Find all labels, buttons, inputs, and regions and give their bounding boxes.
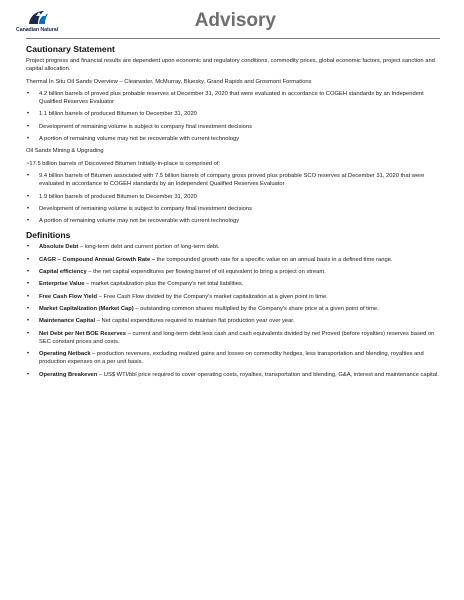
definition-item [26, 243, 440, 251]
list-item: • A portion of remaining volume may not be recoverable with current technology [26, 135, 440, 143]
definition-item [26, 268, 440, 276]
definition-item [26, 350, 440, 367]
logo-wordmark: Canadian Natural [16, 27, 58, 33]
definition-term: Market Capitalization (Market Cap) [39, 305, 134, 312]
list-item: • 1.9 billion barrels of produced Bitumen to December 31, 2020 [26, 193, 440, 201]
mining-heading: Oil Sands Mining & Upgrading [26, 148, 104, 155]
list-item: • Development of remaining volume is subject to company final investment decisions [26, 123, 440, 131]
definition-text: – the net capital expenditures per flowing barrel of oil equivalent to bring a project on stream. [86, 269, 326, 276]
definition-item [26, 317, 440, 325]
definition-text: – Net capital expenditures required to maintain flat production year over year. [95, 318, 295, 325]
thermal-heading: Thermal In Situ Oil Sands Overview – Clearwater, McMurray, Bluesky, Grand Rapids and Grosmont Formations [26, 78, 312, 85]
definition-term: Operating Breakeven [39, 371, 98, 378]
company-logo [16, 9, 62, 35]
definition-text: – current and long-term debt less cash and cash equivalents divided by net Proved (before royalties) reserves based on SEC constant prices and costs. [39, 330, 435, 345]
definition-term: Absolute Debt [39, 244, 79, 251]
definition-text: – market capitalization plus the Company's net total liabilities. [84, 281, 244, 288]
definition-term: Net Debt per Net BOE Reserves [39, 330, 126, 337]
definition-text: the compounded growth rate for a specific value on an annual basis in a defined time range. [155, 256, 393, 263]
definition-text: – Free Cash Flow divided by the Company's market capitalization at a given point in time. [97, 293, 328, 300]
thermal-list [26, 90, 440, 143]
definition-item [26, 293, 440, 301]
mining-subheading: ~17.5 billion barrels of Discovered Bitumen Initially-in-place is comprised of: [26, 160, 221, 167]
page-header [0, 0, 464, 40]
list-item: • 4.2 billion barrels of proved plus probable reserves at December 31, 2020 that were evaluated in accordance to COGEH standards by an Independent Qualified Reserves Evaluator [26, 90, 440, 107]
definition-text: – outstanding common shares multiplied by the Company's share price at a given point of time. [133, 305, 379, 312]
definitions-heading: Definitions [26, 230, 71, 241]
definitions-list [26, 243, 440, 379]
definition-item [26, 280, 440, 288]
cautionary-intro: Project progress and financial results are dependent upon economic and regulatory conditions, commodity prices, global economic factors, project sanction and capital allocation. [26, 58, 435, 73]
list-item: • A portion of remaining volume may not be recoverable with current technology [26, 217, 440, 225]
advisory-content [26, 44, 440, 383]
list-item: • 1.1 billion barrels of produced Bitumen to December 31, 2020 [26, 110, 440, 118]
page-title: Advisory [194, 10, 276, 31]
list-item: • Development of remaining volume is subject to company final investment decisions [26, 205, 440, 213]
definition-term: Operating Netback [39, 351, 91, 358]
definition-item [26, 305, 440, 313]
definition-item [26, 371, 440, 379]
definition-term: CAGR – Compound Annual Growth Rate – [39, 256, 156, 263]
cautionary-heading: Cautionary Statement [26, 44, 115, 54]
definition-item [26, 256, 440, 264]
list-item: • 9.4 billion barrels of Bitumen associated with 7.5 billion barrels of company gross proved plus probable SCO reserves at December 31, 2020 that were evaluated in accordance to COGEH standards by an Independent Qualified Reserves Evaluator [26, 172, 440, 189]
definition-text: – US$ WTI/bbl price required to cover operating costs, royalties, transportation and blending, G&A, interest and maintenance capital. [97, 371, 439, 378]
definition-item [26, 330, 440, 347]
definition-term: Capital efficiency [39, 269, 87, 276]
logo-mark-icon [27, 9, 51, 27]
header-divider [26, 38, 440, 39]
definition-term: Maintenance Capital [39, 318, 96, 325]
definition-text: – production revenues, excluding realized gains and losses on commodity hedges, less transportation and blending, royalties and production expenses on a per unit basis. [39, 351, 424, 366]
definition-term: Enterprise Value [39, 281, 85, 288]
definition-text: – long-term debt and current portion of long-term debt. [78, 244, 220, 251]
mining-list [26, 172, 440, 225]
definition-term: Free Cash Flow Yield [39, 293, 97, 300]
